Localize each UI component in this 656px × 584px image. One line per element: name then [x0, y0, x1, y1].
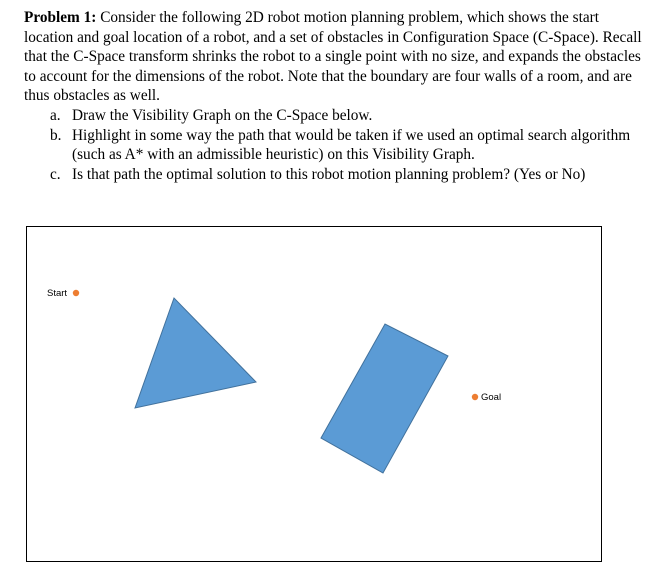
- item-text: Highlight in some way the path that would be taken if we used an optimal search algorithm (such as A* with an admissible heuristic) on this Visibility Graph.: [72, 126, 631, 164]
- goal-label: Goal: [481, 392, 502, 403]
- item-marker: a.: [50, 106, 61, 124]
- problem-item-a: [24, 106, 652, 126]
- triangle-obstacle: [135, 298, 256, 408]
- problem-intro-text: Consider the following 2D robot motion planning problem, which shows the start location and goal location of a robot, and a set of obstacles in Configuration Space (C-Space). Recall that the C-Space transform shrinks the robot to a single point with no size, and expands the obstacles to account for the dimensions of the robot. Note that the boundary are four walls of a room, and are thus obstacles as well.: [24, 9, 642, 105]
- problem-label: Problem 1:: [24, 9, 97, 26]
- problem-intro: [24, 8, 652, 106]
- start-marker: [73, 290, 79, 296]
- item-text: Is that path the optimal solution to this robot motion planning problem? (Yes or No): [72, 165, 586, 183]
- c-space-diagram: [26, 226, 602, 562]
- problem-items: [24, 106, 652, 184]
- item-marker: c.: [50, 165, 61, 183]
- start-label: Start: [47, 288, 68, 299]
- problem-text: [24, 8, 652, 184]
- rectangle-obstacle: [321, 324, 448, 473]
- c-space-canvas: [27, 227, 601, 561]
- goal-marker: [472, 394, 478, 400]
- item-text: Draw the Visibility Graph on the C-Space below.: [72, 106, 373, 124]
- problem-item-c: [24, 165, 652, 185]
- item-marker: b.: [50, 126, 62, 144]
- problem-item-b: [24, 126, 652, 165]
